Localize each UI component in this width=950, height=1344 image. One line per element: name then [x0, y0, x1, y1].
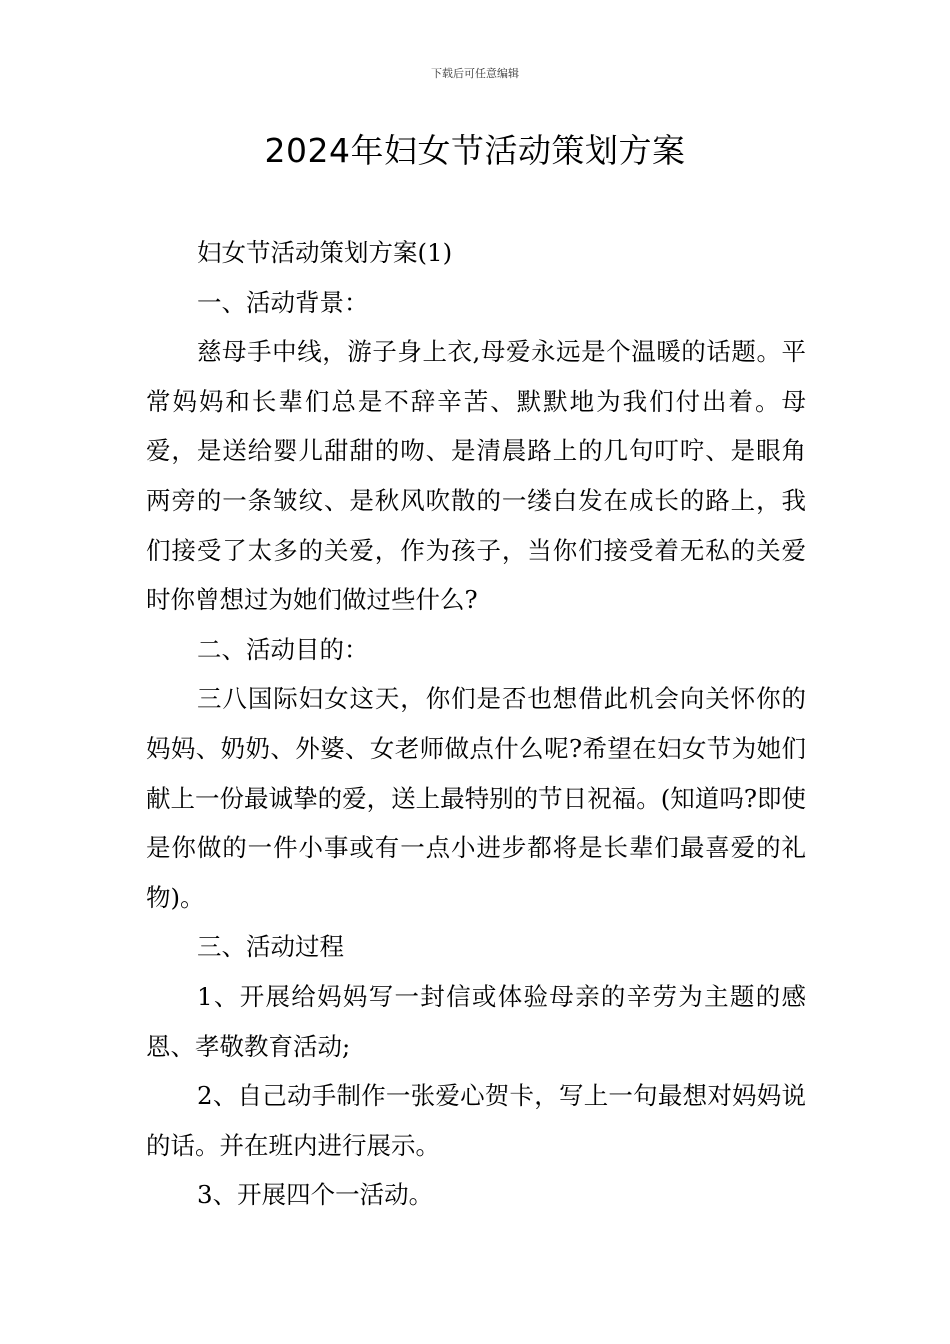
- purpose-paragraph: 三八国际妇女这天，你们是否也想借此机会向关怀你的妈妈、奶奶、外婆、女老师做点什么呢?希望在妇女节为她们献上一份最诚挚的爱，送上最特别的节日祝福。(知道吗?即使是你做的一件小事或有一点小进步都将是长辈们最喜爱的礼物)。: [146, 684, 806, 912]
- document-title: 2024年妇女节活动策划方案: [264, 131, 686, 170]
- process-item-3: 3、开展四个一活动。: [197, 1180, 434, 1210]
- subtitle-paragraph: 妇女节活动策划方案(1): [197, 238, 453, 267]
- section-heading-background: 一、活动背景：: [197, 287, 369, 317]
- header-note: 下载后可任意编辑: [431, 67, 519, 80]
- background-paragraph: 慈母手中线，游子身上衣,母爱永远是个温暖的话题。平常妈妈和长辈们总是不辞辛苦、默默地为我们付出着。母爱，是送给婴儿甜甜的吻、是清晨路上的几句叮咛、是眼角两旁的一条皱纹、是秋风吹散的一缕白发在成长的路上，我们接受了太多的关爱，作为孩子，当你们接受着无私的关爱时你曾想过为她们做过些什么?: [146, 337, 806, 615]
- process-item-2: 2、自己动手制作一张爱心贺卡，写上一句最想对妈妈说的话。并在班内进行展示。: [146, 1081, 806, 1160]
- section-heading-purpose: 二、活动目的：: [197, 634, 369, 664]
- process-item-1: 1、开展给妈妈写一封信或体验母亲的辛劳为主题的感恩、孝敬教育活动;: [146, 981, 806, 1061]
- section-heading-process: 三、活动过程: [197, 932, 344, 962]
- document-body: [146, 228, 806, 1220]
